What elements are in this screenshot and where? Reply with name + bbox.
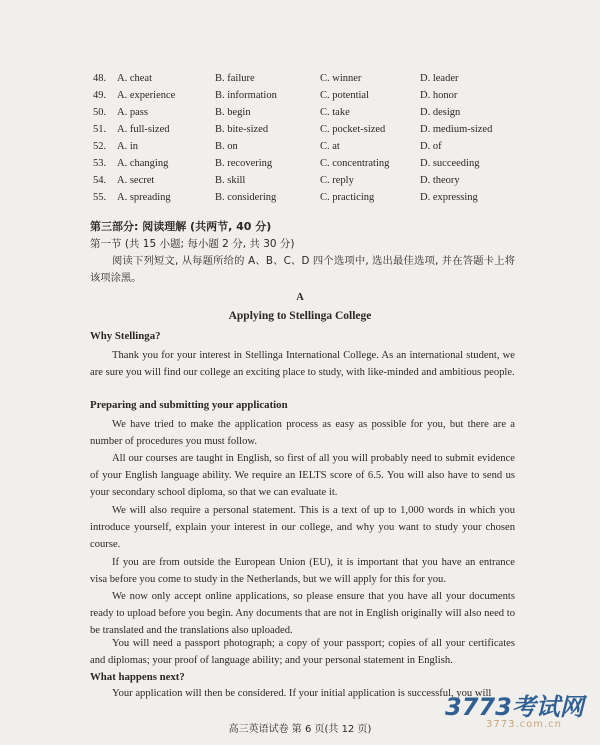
section-heading: What happens next? xyxy=(90,671,185,683)
watermark-logo: 3773考试网 xyxy=(445,693,584,721)
option-d: D. leader xyxy=(420,73,459,84)
paragraph: Thank you for your interest in Stellinga International College. As an international student, we are sure you will find our college an exciting place to study, with like-minded and ambitious people. xyxy=(90,350,515,378)
option-c: C. practicing xyxy=(320,192,375,203)
section-heading: Why Stellinga? xyxy=(90,330,161,342)
option-b: B. skill xyxy=(215,175,246,186)
option-a: A. pass xyxy=(117,107,148,118)
option-row xyxy=(0,90,600,106)
question-number: 49. xyxy=(93,90,107,101)
watermark-url: 3773.com.cn xyxy=(486,719,562,730)
paragraph: We have tried to make the application process as easy as possible for you, but there are a number of procedures you must follow. xyxy=(90,419,515,447)
question-number: 51. xyxy=(93,124,107,135)
paragraph: You will need a passport photograph; a copy of your passport; copies of all your certificates and diplomas; your proof of language ability; and your personal statement in English. xyxy=(90,638,515,666)
option-c: C. concentrating xyxy=(320,158,390,169)
option-c: C. pocket-sized xyxy=(320,124,386,135)
page-footer: 高三英语试卷 第 6 页(共 12 页) xyxy=(228,724,372,735)
passage-letter: A xyxy=(296,292,304,303)
option-row xyxy=(0,73,600,89)
option-d: D. theory xyxy=(420,175,460,186)
option-row xyxy=(0,158,600,174)
option-b: B. begin xyxy=(215,107,251,118)
question-number: 55. xyxy=(93,192,107,203)
option-c: C. reply xyxy=(320,175,354,186)
question-number: 48. xyxy=(93,73,107,84)
option-b: B. bite-sized xyxy=(215,124,269,135)
option-b: B. information xyxy=(215,90,277,101)
option-c: C. at xyxy=(320,141,340,152)
option-row xyxy=(0,107,600,123)
option-a: A. changing xyxy=(117,158,169,169)
option-d: D. of xyxy=(420,141,442,152)
question-number: 54. xyxy=(93,175,107,186)
option-a: A. experience xyxy=(117,90,176,101)
paragraph: We will also require a personal statement. This is a text of up to 1,000 words in which you introduce yourself, explain your interest in our college, and why you want to study your chosen course. xyxy=(90,505,515,550)
option-row xyxy=(0,141,600,157)
paragraph: We now only accept online applications, so please ensure that you have all your documents ready to upload before you begin. Any documents that are not in English originally will also need to be translated and the translations also uploaded. xyxy=(90,591,515,636)
option-row xyxy=(0,192,600,208)
question-number: 50. xyxy=(93,107,107,118)
instructions: 阅读下列短文, 从每题所给的 A、B、C、D 四个选项中, 选出最佳选项, 并在答题卡上将该项涂黑。 xyxy=(90,255,515,284)
option-c: C. winner xyxy=(320,73,362,84)
option-b: B. recovering xyxy=(215,158,273,169)
option-c: C. take xyxy=(320,107,350,118)
option-d: D. medium-sized xyxy=(420,124,493,135)
option-row xyxy=(0,124,600,140)
option-a: A. spreading xyxy=(117,192,171,203)
option-d: D. honor xyxy=(420,90,458,101)
part-title: 第三部分: 阅读理解 (共两节, 40 分) xyxy=(90,220,272,233)
paragraph: All our courses are taught in English, so first of all you will probably need to submit evidence of your English language ability. We require an IELTS score of 6.5. You will also have to send us your secondary school diploma, so that we can evaluate it. xyxy=(90,453,515,498)
option-a: A. in xyxy=(117,141,138,152)
paragraph: If you are from outside the European Union (EU), it is important that you have an entrance visa before you come to study in the Netherlands, but we will apply for this for you. xyxy=(90,557,515,585)
option-a: A. secret xyxy=(117,175,155,186)
question-number: 53. xyxy=(93,158,107,169)
option-d: D. succeeding xyxy=(420,158,480,169)
option-a: A. cheat xyxy=(117,73,152,84)
passage-title: Applying to Stellinga College xyxy=(228,310,372,322)
option-b: B. failure xyxy=(215,73,255,84)
section-title: 第一节 (共 15 小题; 每小题 2 分, 共 30 分) xyxy=(90,238,295,250)
option-d: D. design xyxy=(420,107,461,118)
option-d: D. expressing xyxy=(420,192,478,203)
option-a: A. full-sized xyxy=(117,124,170,135)
option-c: C. potential xyxy=(320,90,369,101)
option-row xyxy=(0,175,600,191)
paragraph: Your application will then be considered. If your initial application is successful, you will xyxy=(112,688,492,699)
option-b: B. on xyxy=(215,141,238,152)
question-number: 52. xyxy=(93,141,107,152)
section-heading: Preparing and submitting your application xyxy=(90,399,288,411)
option-b: B. considering xyxy=(215,192,277,203)
